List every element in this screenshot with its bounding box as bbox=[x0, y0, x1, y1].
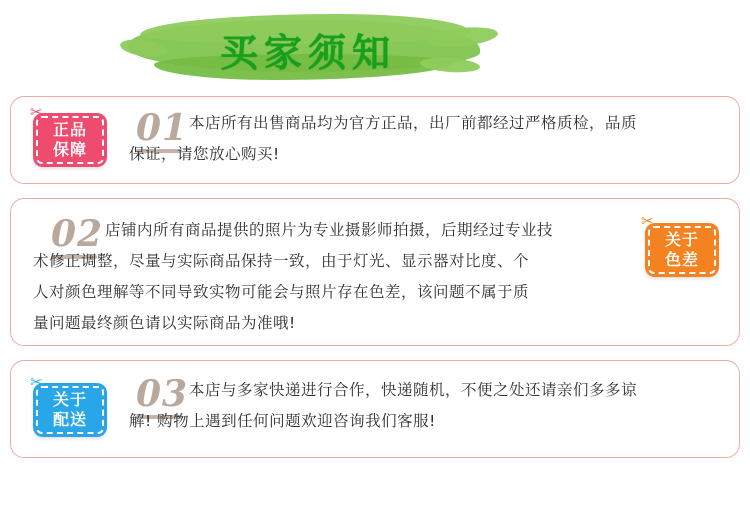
badge-line-1: 关于 bbox=[664, 230, 699, 249]
notice-card-2 bbox=[10, 198, 740, 346]
notice-card-1 bbox=[10, 96, 740, 184]
notice-text-line: 解! 购物上遇到任何问题欢迎咨询我们客服! bbox=[129, 412, 436, 430]
badge-line-1: 关于 bbox=[52, 390, 87, 409]
badge-authentic-guarantee bbox=[30, 103, 107, 167]
notice-text-line: 人对颜色理解等不同导致实物可能会与照片存在色差，该问题不属于质 bbox=[33, 283, 530, 301]
notice-number-3: 03 bbox=[136, 373, 189, 415]
notice-text-line: 本店与多家快递进行合作，快递随机，不便之处还请亲们多多谅 bbox=[189, 381, 638, 399]
page-header bbox=[0, 0, 750, 96]
notice-text-line: 量问题最终颜色请以实际商品为准哦! bbox=[33, 314, 296, 332]
notice-text-line: 店铺内所有商品提供的照片为专业摄影师拍摄，后期经过专业技 bbox=[105, 221, 554, 239]
scissors-icon: ✂ bbox=[30, 103, 44, 121]
badge-line-2: 保障 bbox=[52, 140, 87, 159]
notice-number-1: 01 bbox=[136, 107, 189, 149]
scissors-icon: ✂ bbox=[30, 373, 44, 391]
notice-text-line: 术修正调整，尽量与实际商品保持一致，由于灯光、显示器对比度、个 bbox=[33, 252, 530, 270]
badge-line-2: 配送 bbox=[52, 410, 87, 429]
notice-text-line: 保证，请您放心购买! bbox=[129, 145, 280, 163]
notice-text-line: 本店所有出售商品均为官方正品，出厂前都经过严格质检，品质 bbox=[189, 114, 638, 132]
badge-line-2: 色差 bbox=[664, 250, 699, 269]
notice-text-2 bbox=[33, 212, 723, 339]
page-title: 买家须知 bbox=[219, 31, 396, 75]
badge-line-1: 正品 bbox=[52, 120, 87, 139]
notice-number-2: 02 bbox=[51, 213, 104, 255]
badge-shipping bbox=[30, 373, 107, 437]
scissors-icon: ✂ bbox=[641, 212, 655, 230]
notice-card-3 bbox=[10, 360, 740, 458]
